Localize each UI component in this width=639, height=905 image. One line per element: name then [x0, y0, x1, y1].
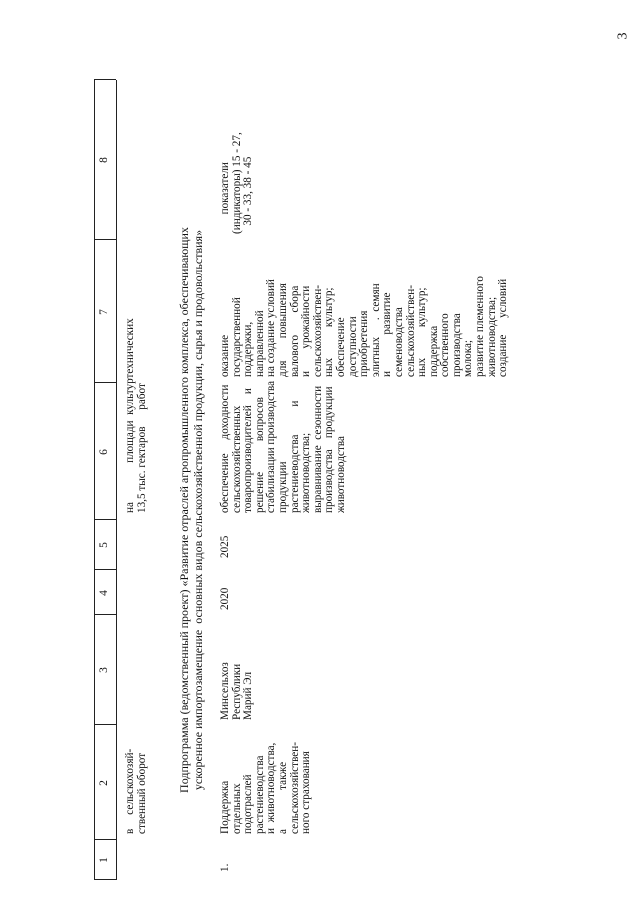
header-top-rule	[94, 80, 95, 880]
page-number: 3	[615, 32, 631, 40]
header-col-8: 8	[98, 157, 110, 163]
row1-number: 1.	[219, 863, 231, 872]
prev-row-col6: на площади культуртехнических 13,5 тыс. гектаров работ	[124, 318, 148, 513]
header-col-1: 1	[98, 857, 110, 863]
row1-name: Поддержка отдельных подотраслей растениеводства и животноводства, а также сельскохозяйствен- ного страхования	[219, 742, 313, 834]
row1-executor: Минсельхоз Республики Марий Эл	[219, 662, 255, 720]
header-col-2: 2	[98, 780, 110, 786]
col-sep	[94, 839, 116, 840]
col-sep	[94, 614, 116, 615]
subprogram-title: Подпрограмма (ведомственный проект) «Развитие отраслей агропромышленного комплекса, обеспечивающих ускоренное импортозамещение основных видов сельскохозяйственной продукции, сырья и продовольствия»	[177, 227, 205, 793]
col-sep	[94, 239, 116, 240]
row1-expected-result: обеспечение доходности сельскохозяйственных товаропроизводителей и решение вопросов стабилизации производства продукции растениеводства и животноводства; выравнивание сезонности производства продукции животноводства	[219, 380, 347, 513]
col-sep	[94, 724, 116, 725]
row1-activities: оказание государственной поддержки, направленной на создание условий для повышения валового сбора и урожайности сельскохозяйствен- ных культур; обеспечение доступности приобретения элитных . семян и развитие семеноводства сельскохозяйствен- ных культур; поддержка собственного производства молока; развитие племенного животноводства; создание условий	[219, 276, 510, 377]
prev-row-col2: в сельскохозяй- ственный оборот	[124, 748, 148, 834]
col-sep	[94, 879, 116, 880]
header-col-4: 4	[98, 590, 110, 596]
col-sep	[94, 382, 116, 383]
col-sep	[94, 569, 116, 570]
header-col-5: 5	[98, 542, 110, 548]
header-bottom-rule	[116, 80, 117, 880]
header-col-6: 6	[98, 449, 110, 455]
row1-indicators: показатели (индикаторы) 15 - 27, 30 - 33, 38 - 45	[219, 132, 255, 234]
row1-end-year: 2025	[219, 535, 231, 558]
col-sep	[94, 519, 116, 520]
rotated-table-page	[94, 45, 629, 880]
col-sep	[94, 79, 116, 80]
header-col-7: 7	[98, 309, 110, 315]
row1-start-year: 2020	[219, 587, 231, 610]
header-col-3: 3	[98, 667, 110, 673]
